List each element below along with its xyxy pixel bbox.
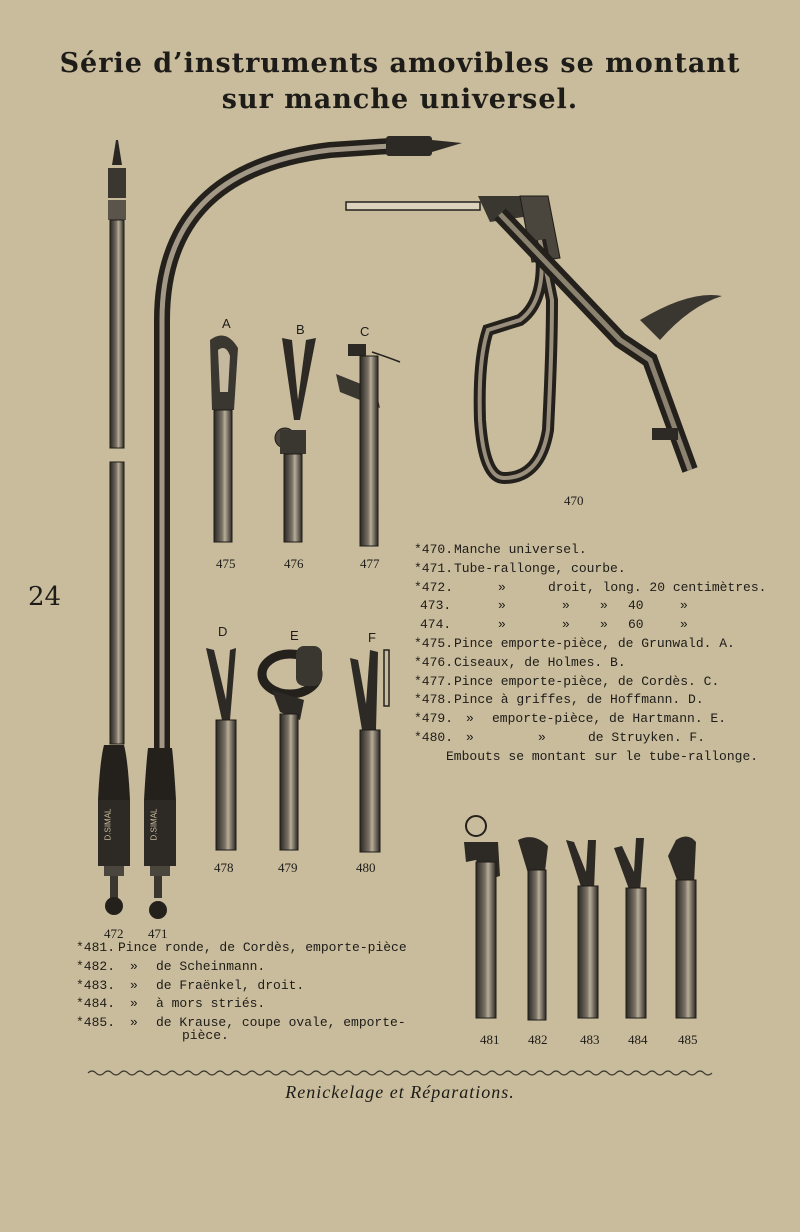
item-number: *484. <box>76 996 116 1012</box>
item-value: 40 <box>628 598 644 614</box>
item-number: *475. <box>414 635 454 651</box>
list-item <box>414 635 774 654</box>
embouts-481-485 <box>464 816 696 1020</box>
list-item <box>414 597 774 616</box>
item-number: *477. <box>414 673 454 689</box>
ditto-mark: » <box>130 958 138 974</box>
item-number: 473. <box>420 598 452 614</box>
fig-number-485: 485 <box>678 1032 698 1047</box>
letter-b: B <box>296 322 305 337</box>
ditto-mark: » <box>130 996 138 1012</box>
item-text: Ciseaux, de Holmes. B. <box>454 654 626 670</box>
fig-number-479: 479 <box>278 860 298 875</box>
instrument-477 <box>336 344 400 546</box>
ditto-mark: » <box>538 729 546 745</box>
fig-number-471: 471 <box>148 926 168 941</box>
fig-number-478: 478 <box>214 860 234 875</box>
letter-d: D <box>218 624 228 639</box>
list-item <box>414 691 774 710</box>
item-number: *470. <box>414 542 454 557</box>
fig-number-477: 477 <box>360 556 380 571</box>
item-text: de Krause, coupe ovale, emporte- <box>156 1015 406 1031</box>
fig-number-483: 483 <box>580 1032 600 1047</box>
item-value: 60 <box>628 617 644 633</box>
letter-e: E <box>290 628 299 643</box>
fig-number-476: 476 <box>284 556 304 571</box>
list-item <box>414 673 774 692</box>
item-number: *471. <box>414 560 454 576</box>
decorative-divider <box>88 1071 712 1075</box>
instrument-479 <box>262 646 322 850</box>
list-item <box>76 939 406 958</box>
item-text: de Scheinmann. <box>156 958 266 974</box>
page-title-line-1: Série d’instruments amovibles se montant <box>59 48 741 79</box>
item-number: *476. <box>414 654 454 670</box>
ditto-mark: » <box>562 617 570 633</box>
ditto-mark: » <box>130 977 138 993</box>
engraving-471: D.SIMAL <box>149 808 159 841</box>
item-text: de Fraënkel, droit. <box>156 977 305 993</box>
fig-number-480: 480 <box>356 860 376 875</box>
list-item-continuation <box>76 1027 406 1046</box>
item-text: Pince emporte-pièce, de Cordès. C. <box>454 673 720 689</box>
item-number: *482. <box>76 958 116 974</box>
item-number: *483. <box>76 977 116 993</box>
item-text: droit, long. 20 centimètres. <box>548 579 767 595</box>
item-text: de Struyken. F. <box>588 729 706 745</box>
straight-tube-472 <box>98 140 130 915</box>
instrument-476 <box>275 338 316 542</box>
list-item <box>414 729 774 748</box>
embouts-note <box>414 748 774 767</box>
item-number: *485. <box>76 1015 116 1031</box>
list-item <box>414 541 774 560</box>
instrument-478 <box>206 648 236 850</box>
page-title-line-2: sur manche universel. <box>221 84 579 115</box>
ditto-mark: » <box>680 617 688 633</box>
list-item <box>414 579 774 598</box>
fig-number-475: 475 <box>216 556 236 571</box>
note-text: Embouts se montant sur le tube-rallonge. <box>446 748 759 764</box>
fig-number-484: 484 <box>628 1032 648 1047</box>
ditto-mark: » <box>130 1015 138 1031</box>
item-number: *479. <box>414 711 454 727</box>
ditto-mark: » <box>498 579 506 595</box>
fig-number-481: 481 <box>480 1032 500 1047</box>
ditto-mark: » <box>680 598 688 614</box>
item-text: à mors striés. <box>156 996 266 1012</box>
item-text: Pince à griffes, de Hoffmann. D. <box>454 692 704 708</box>
footer-text: Renickelage et Réparations. <box>285 1082 515 1102</box>
ditto-mark: » <box>498 617 506 633</box>
item-text: emporte-pièce, de Hartmann. E. <box>492 711 727 727</box>
fig-number-470: 470 <box>564 493 584 508</box>
letter-a: A <box>222 316 231 331</box>
page-number: 24 <box>28 582 62 612</box>
item-list-481-485 <box>76 939 406 1046</box>
item-text: Pince emporte-pièce, de Grunwald. A. <box>454 635 735 651</box>
curved-tube-471 <box>144 136 462 919</box>
list-item <box>76 977 406 996</box>
fig-number-472: 472 <box>104 926 124 941</box>
instrument-480 <box>350 650 389 852</box>
letter-c: C <box>360 324 370 339</box>
list-item <box>414 616 774 635</box>
item-text: Tube-rallonge, courbe. <box>454 560 626 576</box>
ditto-mark: » <box>498 598 506 614</box>
item-number: *480. <box>414 729 454 745</box>
list-item <box>414 654 774 673</box>
ditto-mark: » <box>466 729 474 745</box>
letter-f: F <box>368 630 376 645</box>
list-item <box>76 995 406 1014</box>
item-text: pièce. <box>182 1027 229 1043</box>
item-number: 474. <box>420 617 452 633</box>
list-item <box>414 560 774 579</box>
item-text: Manche universel. <box>454 542 587 557</box>
engraving-472: D.SIMAL <box>103 808 113 841</box>
universal-handle-470 <box>346 196 722 478</box>
list-item <box>76 958 406 977</box>
item-number: *478. <box>414 692 454 708</box>
ditto-mark: » <box>562 598 570 614</box>
item-text: Pince ronde, de Cordès, emporte-pièce <box>118 940 407 955</box>
ditto-mark: » <box>466 711 474 727</box>
list-item <box>414 710 774 729</box>
fig-number-482: 482 <box>528 1032 548 1047</box>
ditto-mark: » <box>600 617 608 633</box>
item-number: *472. <box>414 579 454 595</box>
item-list-470-480 <box>414 541 774 767</box>
instrument-475 <box>210 336 238 543</box>
ditto-mark: » <box>600 598 608 614</box>
item-number: *481. <box>76 940 116 955</box>
